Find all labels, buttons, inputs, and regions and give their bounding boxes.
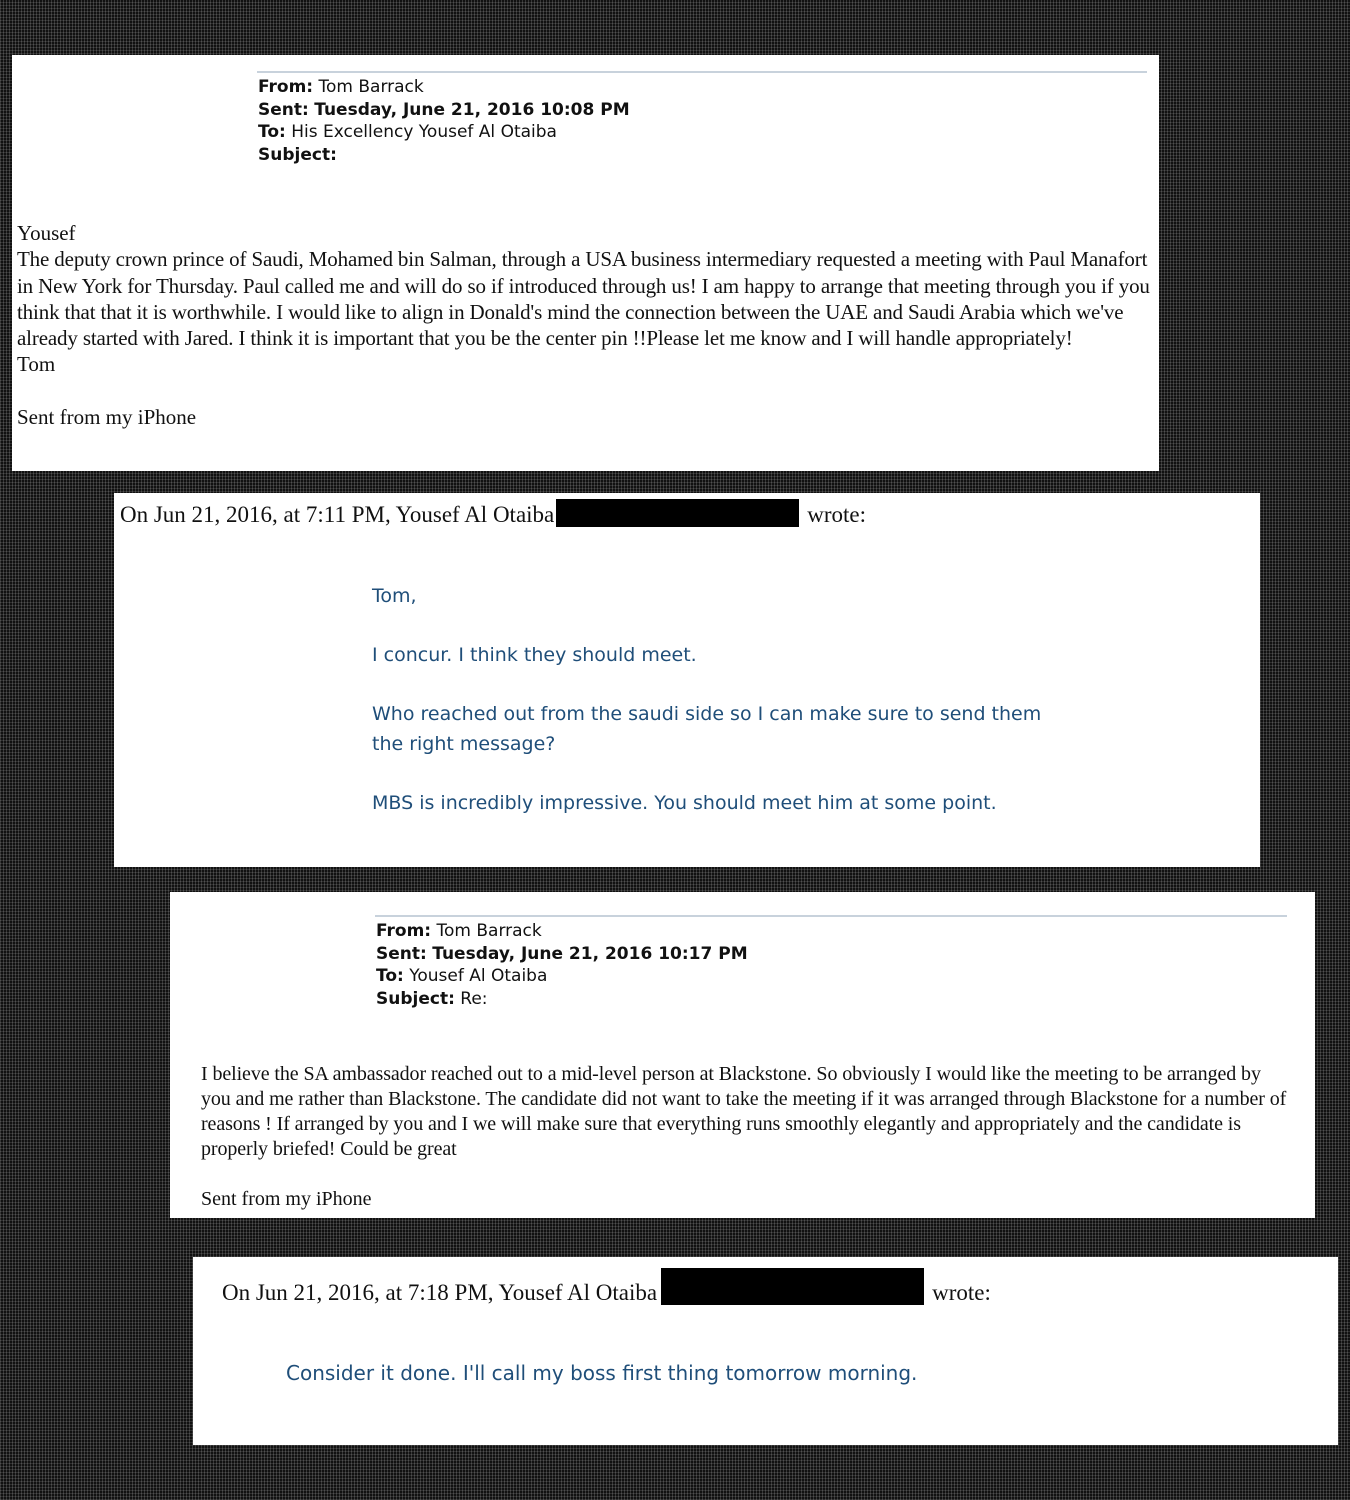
email-panel-2 [170, 892, 1315, 1218]
to-value: Yousef Al Otaiba [409, 966, 548, 986]
reply-header-prefix: On Jun 21, 2016, at 7:18 PM, Yousef Al Otaiba [222, 1280, 658, 1305]
sent-value: Tuesday, June 21, 2016 10:17 PM [432, 943, 748, 964]
to-row: To: His Excellency Yousef Al Otaiba [258, 122, 557, 142]
reply-greeting: Tom, [372, 585, 417, 607]
subject-row: Subject: Re: [376, 988, 488, 1009]
email-panel-1 [12, 55, 1159, 471]
subject-value: Re: [460, 988, 488, 1009]
reply-header-prefix: On Jun 21, 2016, at 7:11 PM, Yousef Al Otaiba [120, 502, 555, 527]
subject-row: Subject: [258, 144, 337, 165]
to-value: His Excellency Yousef Al Otaiba [291, 122, 557, 142]
email-header [376, 920, 748, 1010]
header-divider [375, 915, 1287, 917]
redaction-block [661, 1268, 924, 1305]
email-body [201, 1062, 1291, 1212]
reply-line-1: Consider it done. I'll call my boss first thing tomorrow morning. [286, 1361, 918, 1385]
sent-value: Tuesday, June 21, 2016 10:08 PM [314, 99, 630, 120]
body-text: I believe the SA ambassador reached out to a mid-level person at Blackstone. So obviously I would like the meeting to be arranged by you and me rather than Blackstone. The candidate did not want to take the meeting if it was arranged through Blackstone for a number of reasons ! If arranged by you and I we will make sure that everything runs smoothly elegantly and appropriately and the candidate is properly briefed! Could be great [201, 1063, 1287, 1160]
email-header [258, 76, 630, 166]
reply-line-2b: the right message? [372, 733, 556, 755]
reply-header-suffix: wrote: [807, 502, 867, 527]
from-value: Tom Barrack [318, 77, 424, 97]
body-text: The deputy crown prince of Saudi, Mohamed bin Salman, through a USA business intermediary requested a meeting with Paul Manafort in New York for Thursday. Paul called me and will do so if introduced through us! I am happy to arrange that meeting through you if you think that that it is worthwhile. I would like to align in Donald's mind the connection between the UAE and Saudi Arabia which we've already started with Jared. I think it is important that you be the center pin !!Please let me know and I will handle appropriately! [17, 247, 1150, 351]
header-divider [257, 71, 1147, 73]
reply-message [286, 1359, 1286, 1387]
to-row: To: Yousef Al Otaiba [376, 966, 548, 986]
reply-line-3: MBS is incredibly impressive. You should meet him at some point. [372, 792, 997, 814]
signature: Sent from my iPhone [17, 404, 197, 429]
from-value: Tom Barrack [436, 921, 542, 941]
signature: Sent from my iPhone [201, 1188, 372, 1210]
sent-row: Sent: Tuesday, June 21, 2016 10:17 PM [376, 943, 748, 964]
from-row: From: Tom Barrack [376, 921, 542, 941]
email-body [17, 220, 1155, 430]
reply-line-2a: Who reached out from the saudi side so I can make sure to send them [372, 703, 1042, 725]
redaction-block [556, 499, 799, 527]
signoff: Tom [17, 352, 56, 377]
reply-header [120, 499, 866, 529]
reply-panel-1 [114, 493, 1260, 867]
greeting: Yousef [17, 221, 76, 245]
sent-row: Sent: Tuesday, June 21, 2016 10:08 PM [258, 99, 630, 120]
reply-line-1: I concur. I think they should meet. [372, 644, 697, 666]
reply-panel-2 [193, 1257, 1338, 1445]
reply-header-suffix: wrote: [932, 1280, 991, 1305]
reply-header [222, 1268, 991, 1307]
reply-message [372, 581, 1132, 818]
from-row: From: Tom Barrack [258, 77, 424, 97]
